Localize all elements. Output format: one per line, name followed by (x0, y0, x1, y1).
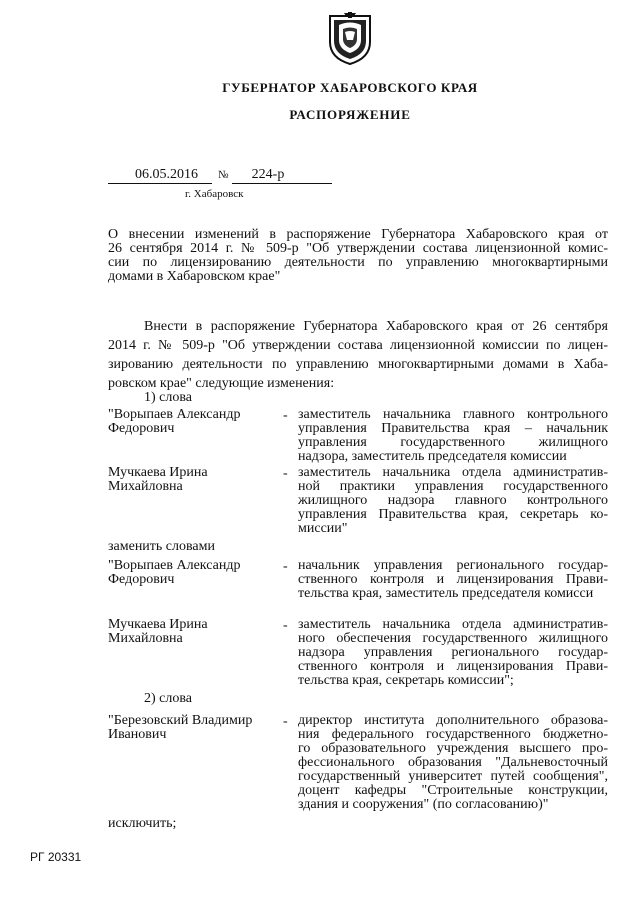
city-name: г. Хабаровск (185, 188, 244, 200)
desc-line: миссии" (298, 521, 348, 536)
person-name (108, 466, 278, 494)
entry-dash: - (283, 466, 288, 481)
desc-line: надзора управления регионального государ- (298, 645, 608, 660)
desc-line: здания и сооружения" (по согласованию)" (298, 797, 549, 812)
desc-line: заместитель начальника отдела административ- (298, 465, 608, 480)
subject-line: 26 сентября 2014 г. № 509-р "Об утверждении состава лицензионной комис- (108, 241, 608, 256)
name-line: Мучкаева Ирина (108, 617, 208, 632)
desc-line: ного обеспечения государственного жилищного (298, 631, 608, 646)
number-underline (232, 183, 332, 184)
desc-line: ственного контроля и лицензирования Прави- (298, 659, 608, 674)
issuer-title: ГУБЕРНАТОР ХАБАРОВСКОГО КРАЯ (222, 80, 478, 95)
name-line: Иванович (108, 727, 167, 742)
desc-line: тельства края, заместитель председателя комисси (298, 586, 594, 601)
body-line: зированию деятельности по управлению многоквартирными домами в Хаба- (108, 357, 608, 372)
body-line: ровском крае" следующие изменения: (108, 376, 335, 391)
body-paragraph (108, 317, 608, 393)
position-description (298, 618, 608, 688)
desc-line: государственный университет путей сообщения", (298, 769, 608, 784)
entry-dash: - (283, 618, 288, 633)
desc-line: ния федерального государственного бюджетно- (298, 727, 608, 742)
name-line: Федорович (108, 572, 175, 587)
name-line: "Березовский Владимир (108, 713, 253, 728)
coat-of-arms-emblem (327, 10, 373, 66)
desc-line: заместитель начальника главного контрольного (298, 407, 608, 422)
document-type: РАСПОРЯЖЕНИЕ (289, 107, 411, 122)
name-line: Федорович (108, 421, 175, 436)
desc-line: надзора, заместитель председателя комиссии (298, 449, 567, 464)
person-name (108, 559, 278, 587)
desc-line: заместитель начальника отдела административ- (298, 617, 608, 632)
desc-line: начальник управления регионального государ- (298, 558, 608, 573)
document-subject (108, 228, 608, 284)
position-description (298, 408, 608, 464)
desc-line: го образовательного учреждения высшего про- (298, 741, 608, 756)
desc-line: фессионального образования "Дальневосточный (298, 755, 608, 770)
body-line: Внести в распоряжение Губернатора Хабаровского края от 26 сентября (144, 319, 608, 334)
body-line: 2014 г. № 509-р "Об утверждении состава лицензионной комиссии по лицен- (108, 338, 608, 353)
remove-label: исключить; (108, 816, 177, 831)
desc-line: управления Правительства края – начальник (298, 421, 608, 436)
desc-line: управления Правительства края, секретарь ко- (298, 507, 608, 522)
desc-line: ной практики управления государственного (298, 479, 608, 494)
person-name (108, 618, 278, 646)
number-sign: № (218, 169, 229, 181)
desc-line: директор института дополнительного образова- (298, 713, 608, 728)
person-name (108, 714, 278, 742)
subject-line: сии по лицензированию деятельности по управлению многоквартирными (108, 255, 608, 270)
position-description (298, 466, 608, 536)
document-number: 224-р (251, 167, 285, 182)
name-line: "Ворыпаев Александр (108, 558, 241, 573)
name-line: Михайловна (108, 631, 183, 646)
entry-dash: - (283, 559, 288, 574)
entry-dash: - (283, 408, 288, 423)
section-1-label: 1) слова (144, 390, 193, 405)
document-date: 06.05.2016 (135, 167, 198, 182)
desc-line: ственного контроля и лицензирования Прави- (298, 572, 608, 587)
replace-label: заменить словами (108, 539, 215, 554)
position-description (298, 559, 608, 601)
desc-line: управления государственного жилищного (298, 435, 608, 450)
section-2-label: 2) слова (144, 691, 193, 706)
subject-line: О внесении изменений в распоряжение Губернатора Хабаровского края от (108, 227, 608, 242)
name-line: "Ворыпаев Александр (108, 407, 241, 422)
document-code: РГ 20331 (30, 850, 82, 864)
desc-line: тельства края, секретарь комиссии"; (298, 673, 514, 688)
entry-dash: - (283, 714, 288, 729)
desc-line: жилищного надзора главного контрольного (298, 493, 608, 508)
position-description (298, 714, 608, 812)
name-line: Михайловна (108, 479, 183, 494)
desc-line: доцент кафедры "Строительные конструкции, (298, 783, 608, 798)
date-underline (108, 183, 212, 184)
person-name (108, 408, 278, 436)
subject-line: домами в Хабаровском крае" (108, 269, 281, 284)
date-number-line (108, 167, 332, 187)
name-line: Мучкаева Ирина (108, 465, 208, 480)
